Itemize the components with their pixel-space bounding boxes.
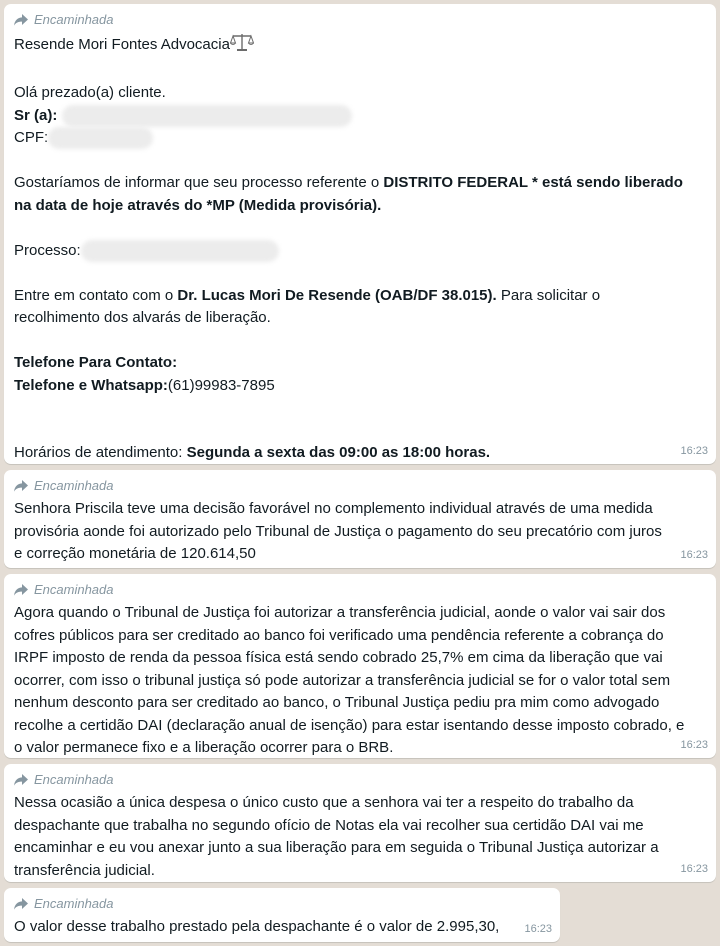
message-time: 16:23 bbox=[680, 863, 708, 875]
greeting: Olá prezado(a) cliente. bbox=[14, 84, 166, 101]
message-text-line: despachante que trabalha no segundo ofício de Notas ela vai recolher sua certidão DAI vai me bbox=[14, 816, 644, 834]
message-time: 16:23 bbox=[680, 739, 708, 751]
message-bubble[interactable] bbox=[4, 470, 716, 568]
forward-arrow-icon bbox=[14, 480, 28, 492]
message-text-line: encaminhar e eu vou anexar junto a sua liberação para em seguida o Tribunal Justiça autorizar a bbox=[14, 839, 659, 856]
redacted-cpf bbox=[48, 127, 153, 149]
forwarded-indicator bbox=[14, 896, 550, 912]
message-bubble[interactable] bbox=[4, 764, 716, 882]
forwarded-label: Encaminhada bbox=[34, 582, 114, 597]
forward-arrow-icon bbox=[14, 584, 28, 596]
cpf-label: CPF: bbox=[14, 129, 49, 146]
processo-label: Processo: bbox=[14, 241, 81, 259]
firm-name: Resende Mori Fontes Advocacia bbox=[14, 36, 230, 53]
message-text-line: Agora quando o Tribunal de Justiça foi autorizar a transferência judicial, aonde o valor vai sair dos bbox=[14, 604, 666, 621]
message-text-line: transferência judicial. bbox=[14, 861, 155, 879]
forwarded-label: Encaminhada bbox=[34, 772, 114, 787]
message-text-line: o valor permanece fixo e a liberação ocorrer para o BRB. bbox=[14, 739, 394, 756]
phone-title: Telefone Para Contato: bbox=[14, 354, 178, 371]
message-bubble[interactable] bbox=[4, 888, 560, 942]
forwarded-label: Encaminhada bbox=[34, 478, 114, 493]
forward-arrow-icon bbox=[14, 14, 28, 26]
forwarded-indicator bbox=[14, 478, 706, 494]
redacted-process-number bbox=[81, 240, 279, 262]
hours-line: Horários de atendimento: Segunda a sexta das 09:00 as 18:00 horas. bbox=[14, 444, 491, 461]
message-time: 16:23 bbox=[524, 923, 552, 935]
message-text-line: Senhora Priscila teve uma decisão favorável no complemento individual através de uma medida bbox=[14, 500, 653, 517]
message-text-line: nenhum desconto para ser creditado ao banco, o Tribunal Justiça pediu pra mim como advogado bbox=[14, 694, 660, 711]
forward-arrow-icon bbox=[14, 898, 28, 910]
message-time: 16:23 bbox=[680, 549, 708, 561]
message-text-line: recolhe a certidão DAI (declaração anual de isenção) para estar isentando desse imposto cobrado, e bbox=[14, 716, 685, 734]
cpf-line bbox=[14, 127, 706, 150]
process-paragraph-line-1: Gostaríamos de informar que seu processo referente o DISTRITO FEDERAL * está sendo liberado bbox=[14, 174, 683, 191]
sr-label: Sr (a): bbox=[14, 106, 58, 124]
forwarded-label: Encaminhada bbox=[34, 896, 114, 911]
process-paragraph-line-2: na data de hoje através do *MP (Medida provisória). bbox=[14, 196, 382, 214]
message-bubble[interactable] bbox=[4, 4, 716, 464]
forwarded-indicator bbox=[14, 12, 706, 28]
message-text-line: O valor desse trabalho prestado pela despachante é o valor de 2.995,30, bbox=[14, 918, 500, 935]
redacted-name bbox=[62, 105, 352, 127]
client-name-line bbox=[14, 105, 706, 128]
message-text-line: e correção monetária de 120.614,50 bbox=[14, 545, 256, 562]
message-bubble[interactable] bbox=[4, 574, 716, 758]
message-text-line: provisória aonde foi autorizado pelo Tribunal de Justiça o pagamento do seu precatório com juros bbox=[14, 522, 662, 540]
contact-paragraph-line-2: recolhimento dos alvarás de liberação. bbox=[14, 309, 271, 326]
message-time: 16:23 bbox=[680, 445, 708, 457]
message-text-line: IRPF imposto de renda da pessoa física está sendo cobrado 25,7% em cima da liberação que vai bbox=[14, 649, 663, 666]
message-text-line: Nessa ocasião a única despesa o único custo que a senhora vai ter a respeito do trabalho da bbox=[14, 794, 634, 811]
contact-paragraph-line-1: Entre em contato com o Dr. Lucas Mori De Resende (OAB/DF 38.015). Para solicitar o bbox=[14, 286, 601, 304]
message-text-line: ocorrer, com isso o tribunal justiça só pode autorizar a transferência judicial se for o valor total sem bbox=[14, 671, 671, 689]
firm-name-line bbox=[14, 32, 706, 60]
message-text-line: cofres públicos para ser creditado ao banco foi verificado uma pendência referente a cobrança do bbox=[14, 626, 664, 644]
phone-number[interactable]: (61)99983-7895 bbox=[167, 376, 275, 394]
scales-of-justice-icon bbox=[230, 32, 254, 60]
forwarded-indicator bbox=[14, 772, 706, 788]
forwarded-label: Encaminhada bbox=[34, 12, 114, 27]
phone-line: Telefone e Whatsapp:(61)99983-7895 bbox=[14, 376, 275, 394]
process-number-line bbox=[14, 240, 706, 263]
forwarded-indicator bbox=[14, 582, 706, 598]
forward-arrow-icon bbox=[14, 774, 28, 786]
